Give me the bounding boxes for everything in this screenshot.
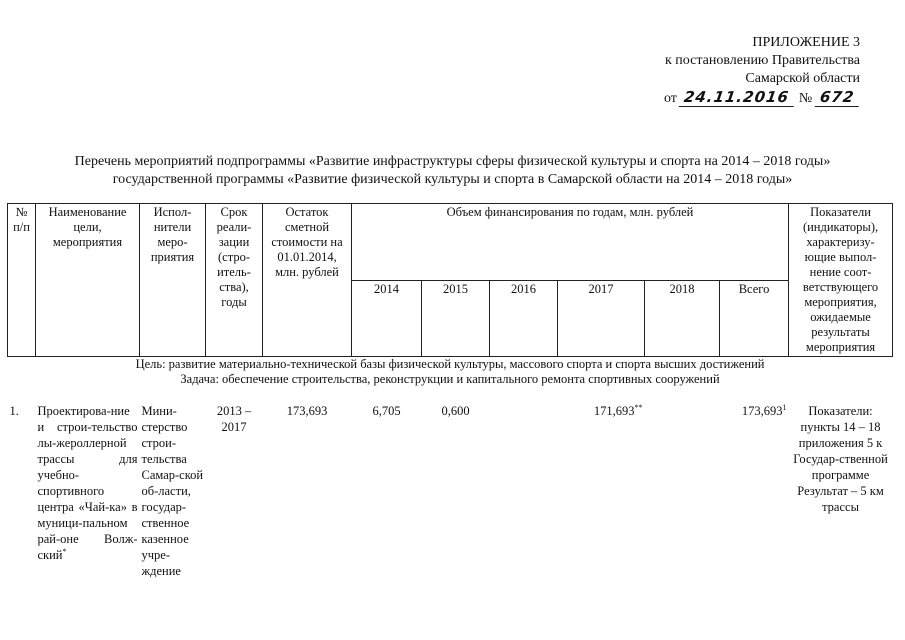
from-label: от	[663, 91, 677, 106]
appendix-title: ПРИЛОЖЕНИЕ 3	[752, 35, 860, 50]
document-title	[0, 153, 905, 189]
row-total	[720, 403, 789, 579]
order-date: 24.11.2016	[679, 88, 797, 107]
order-line	[590, 88, 860, 108]
col-total: Всего	[720, 280, 789, 357]
col-year-2018: 2018	[645, 280, 720, 357]
title-line-2: государственной программы «Развитие физической культуры и спорта в Самарской области на 2014 – 2018 годы»	[112, 172, 793, 187]
goal-row	[8, 357, 893, 373]
col-indicators-header: Показатели (индикаторы), характеризу-ющие выпол-нение соот-ветствующего мероприятия, ожидаемые результаты мероприятия	[789, 204, 893, 357]
col-year-2017: 2017	[558, 280, 645, 357]
col-balance-header: Остаток сметной стоимости на 01.01.2014, млн. рублей	[263, 204, 352, 357]
col-year-2015: 2015	[422, 280, 490, 357]
row-name-footnote-mark: *	[62, 546, 67, 556]
order-number: 672	[814, 88, 861, 107]
col-year-2014: 2014	[352, 280, 422, 357]
task-text: Задача: обеспечение строительства, реконструкции и капитального ремонта спортивных сооружений	[180, 372, 720, 386]
goal-text: Цель: развитие материально-технической базы физической культуры, массового спорта и спорта высших достижений	[135, 357, 765, 371]
col-num-header: № п/п	[8, 204, 36, 357]
row-2017-footnote-mark: **	[634, 402, 643, 412]
row-balance: 173,693	[286, 404, 328, 418]
row-total-footnote-mark: 1	[782, 402, 787, 412]
row-2016	[490, 403, 558, 579]
row-name	[36, 403, 140, 579]
col-period-header: Срок реали-зации (стро-итель-ства), годы	[206, 204, 263, 357]
row-indicators: Показатели: пункты 14 – 18 приложения 5 к Государ-ственной программе Результат – 5 км трассы	[793, 404, 888, 514]
row-2018	[645, 403, 720, 579]
row-num: 1.	[9, 404, 19, 418]
row-executors: Мини-стерство строи-тельства Самар-ской об-ласти, государ-ственное казенное учре-ждение	[141, 404, 204, 578]
spacer-row	[8, 387, 893, 403]
col-year-2016: 2016	[490, 280, 558, 357]
appendix-region-line: Самарской области	[745, 71, 860, 86]
row-name-text: Проектирова-ние и строи-тельство лы-жероллерной трассы для учебно-спортивного центра «Чай-ка» в муници-пальном рай-оне Волж-ский	[37, 404, 138, 562]
row-2015: 0,600	[441, 404, 470, 418]
header-row-1	[8, 204, 893, 281]
row-2017-value: 171,693	[593, 404, 635, 418]
appendix-resolution-line: к постановлению Правительства	[664, 53, 860, 68]
row-period: 2013 – 2017	[216, 404, 252, 434]
appendix-header	[590, 34, 860, 108]
col-executors-header: Испол-нители меро-приятия	[140, 204, 206, 357]
measures-table	[7, 203, 893, 579]
col-name-header: Наименование цели, мероприятия	[36, 204, 140, 357]
table-row	[8, 403, 893, 579]
row-total-value: 173,693	[741, 404, 783, 418]
number-sign: №	[798, 91, 813, 106]
task-row	[8, 372, 893, 387]
title-line-1: Перечень мероприятий подпрограммы «Развитие инфраструктуры сферы физической культуры и спорта на 2014 – 2018 годы»	[74, 154, 831, 169]
row-2017	[558, 403, 645, 579]
col-funding-header: Объем финансирования по годам, млн. рублей	[352, 204, 789, 281]
row-2014: 6,705	[372, 404, 401, 418]
